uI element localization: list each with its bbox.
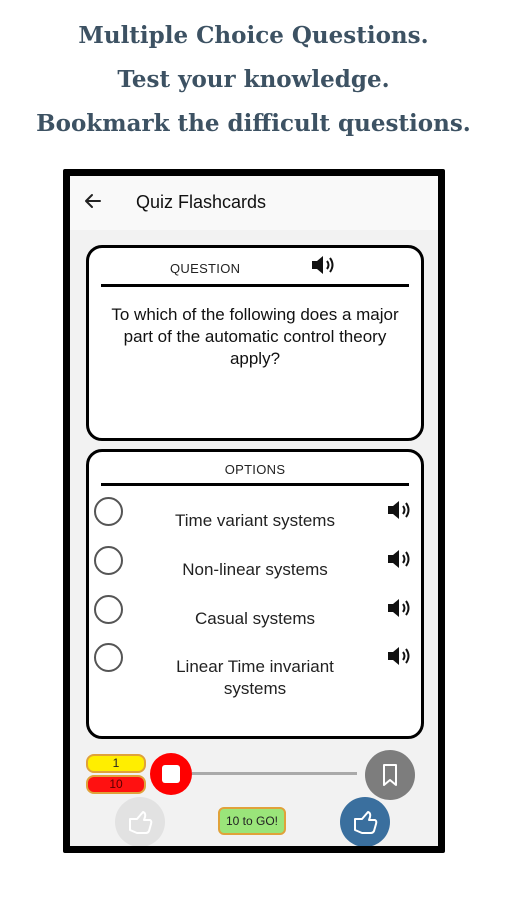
question-divider [101,284,409,287]
headline-line-2: Test your knowledge. [117,66,390,93]
question-card [86,245,424,441]
stop-button[interactable] [150,753,192,795]
radio-button[interactable] [94,643,123,672]
headline-line-1: Multiple Choice Questions. [78,22,429,49]
speaker-icon[interactable] [385,497,415,523]
option-2[interactable] [89,546,421,590]
app-bar [70,176,438,230]
question-label: QUESTION [170,261,241,276]
app-screen [70,176,438,846]
options-card [86,449,424,739]
bookmark-button[interactable] [365,750,415,800]
thumb-down-icon [115,797,165,846]
speaker-icon[interactable] [385,546,415,572]
next-button[interactable] [340,797,390,846]
option-4[interactable] [89,643,421,703]
speaker-icon[interactable] [385,595,415,621]
options-divider [101,483,409,486]
thumb-up-icon [340,797,390,846]
radio-button[interactable] [94,497,123,526]
to-go-badge: 10 to GO! [218,807,286,835]
radio-button[interactable] [94,546,123,575]
phone-frame [63,169,445,853]
speaker-icon[interactable] [309,252,339,278]
option-3[interactable] [89,595,421,639]
headline-line-3: Bookmark the difficult questions. [36,110,471,137]
option-text: Non-linear systems [182,560,328,579]
speaker-icon[interactable] [385,643,415,669]
option-1[interactable] [89,497,421,541]
option-text: Time variant systems [175,511,335,530]
bookmark-icon [365,750,415,800]
question-text: To which of the following does a major part of the automatic control theory apply? [111,305,399,368]
app-title: Quiz Flashcards [136,192,267,212]
previous-button[interactable] [115,797,165,846]
back-arrow-icon[interactable] [80,188,106,214]
stop-icon [162,765,180,783]
total-questions-badge: 10 [86,775,146,794]
option-text: Linear Time invariant systems [176,657,334,698]
option-text: Casual systems [195,609,315,628]
current-question-badge: 1 [86,754,146,773]
progress-track[interactable] [192,772,357,775]
options-label: OPTIONS [224,462,286,477]
radio-button[interactable] [94,595,123,624]
